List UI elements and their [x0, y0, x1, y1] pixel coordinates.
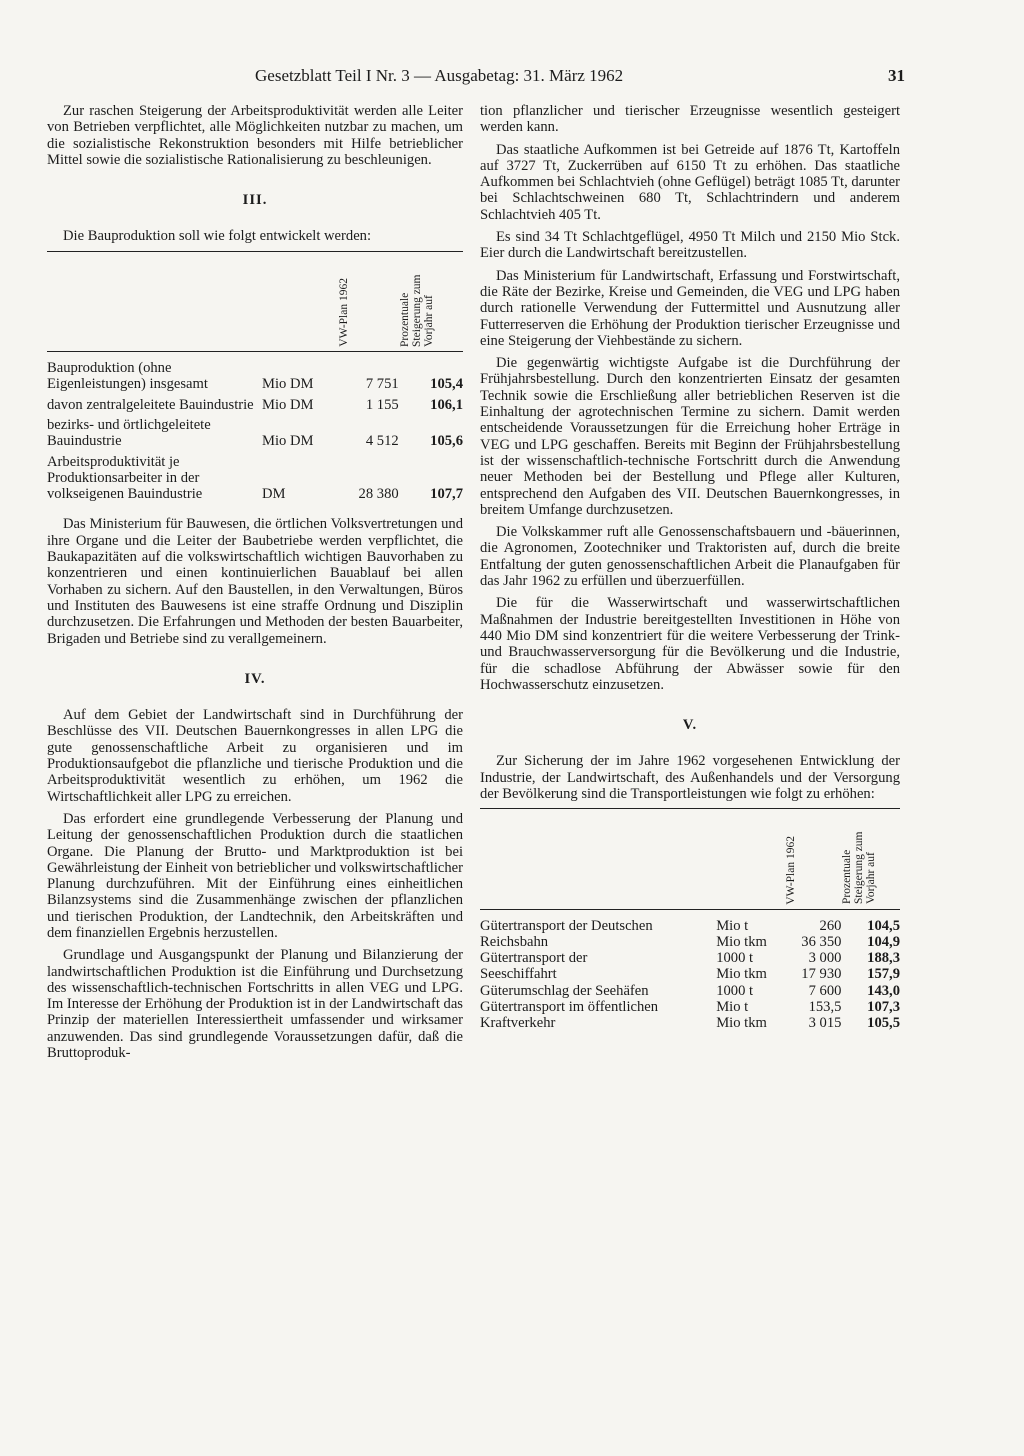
row-plan: 4 512 — [365, 433, 399, 450]
section-heading-v: V. — [682, 717, 698, 734]
row-plan: 3 015 — [808, 1015, 842, 1032]
row-label: bezirks- und örtlichgeleitete Bauindustrie — [47, 416, 211, 450]
row-unit: Mio DM — [262, 376, 314, 393]
table-row — [47, 397, 463, 413]
row-label: Kraftverkehr — [480, 1015, 556, 1032]
row-unit: Mio t — [716, 917, 749, 934]
row-pct: 105,4 — [430, 376, 463, 393]
row-plan: 3 000 — [808, 950, 842, 967]
row-plan: 28 380 — [358, 486, 399, 503]
row-plan: 153,5 — [808, 999, 842, 1016]
col-header-pct: Prozentuale Steigerung zum Vorjahr auf — [398, 274, 435, 347]
paragraph-gefluegel: Es sind 34 Tt Schlachtgeflügel, 4950 Tt Milch und 2150 Mio Stck. Eier durch die Landwirtschaft bereitzustellen. — [480, 229, 900, 262]
row-pct: 107,7 — [430, 486, 463, 503]
row-unit: Mio t — [716, 999, 749, 1016]
row-pct: 105,5 — [867, 1015, 900, 1032]
row-unit: DM — [262, 486, 286, 503]
row-pct: 106,1 — [430, 396, 463, 413]
col-header-plan: VW-Plan 1962 — [338, 278, 351, 347]
page-number: 31 — [888, 66, 905, 85]
row-label: Arbeitsproduktivität je Produktionsarbeiter in der volkseigenen Bauindustrie — [47, 453, 203, 503]
row-unit: 1000 t — [716, 982, 754, 999]
paragraph-bauwesen: Das Ministerium für Bauwesen, die örtlichen Volksvertretungen und ihre Organe und die Leiter der Baubetriebe werden verpflichtet, die Baukapazitäten auf die volkswirtschaftlich wichtigen Bauvorhaben zu konzentrieren und einen kontinuierlichen Bauablauf bei allen Vorhaben zu sichern. Auf den Baustellen, in den Verwaltungen, Büros und Instituten des Bauwesens ist eine straffe Ordnung und Disziplin durchzusetzen. Die Erfahrungen und Methoden der besten Bauarbeiter, Brigaden und Betriebe sind zu verallgemeinern. — [47, 516, 463, 647]
row-label: Seeschiffahrt — [480, 966, 557, 983]
col-header-pct: Prozentuale Steigerung zum Vorjahr auf — [841, 831, 878, 905]
section-intro-transport: Zur Sicherung der im Jahre 1962 vorgesehenen Entwicklung der Industrie, der Landwirtschaft, des Außenhandels und der Versorgung der Bevölkerung sind die Transportleistungen wie folgt zu erhöhen: — [480, 753, 900, 802]
table-row — [480, 934, 900, 950]
table-row — [47, 417, 463, 450]
row-label: Gütertransport der — [480, 950, 588, 967]
row-unit: Mio DM — [262, 396, 314, 413]
table-row — [480, 1015, 900, 1031]
row-pct: 188,3 — [867, 950, 900, 967]
table-row — [480, 966, 900, 982]
table-row — [47, 360, 463, 393]
row-unit: Mio tkm — [716, 966, 767, 983]
row-pct: 107,3 — [867, 999, 900, 1016]
paragraph-landwirtschaft-3: Grundlage und Ausgangspunkt der Planung und Bilanzierung der landwirtschaftlichen Produktion ist die Einführung und Durchsetzung des wissenschaftlich-technischen Fortschritts in allen VEG und LPG. Im Interesse der Erhöhung der Produktion ist in der Landwirtschaft das Prinzip der materiellen Interessiertheit umfassender und wirksamer anzuwenden. Das sind grundlegende Voraussetzungen dafür, daß die Bruttoproduk- — [47, 947, 463, 1062]
section-heading-iv: IV. — [244, 670, 266, 687]
row-plan: 1 155 — [365, 396, 399, 413]
paragraph-aufkommen: Das staatliche Aufkommen ist bei Getreide auf 1876 Tt, Kartoffeln auf 3727 Tt, Zuckerrüben auf 6150 Tt zu erhöhen. Das staatliche Aufkommen bei Schlachtvieh (ohne Geflügel) beträgt 1085 Tt, darunter bei Schlachtschweinen 680 Tt, Schlachtrindern und anderem Schlachtvieh 405 Tt. — [480, 141, 900, 223]
row-label: Bauproduktion (ohne Eigenleistungen) insgesamt — [47, 360, 208, 393]
page-header — [255, 66, 905, 88]
row-unit: Mio tkm — [716, 1015, 767, 1032]
table-row — [47, 454, 463, 503]
transport-table — [480, 808, 900, 1031]
row-plan: 17 930 — [801, 966, 842, 983]
row-label: Gütertransport der Deutschen — [480, 917, 653, 934]
row-plan: 260 — [819, 917, 842, 934]
row-label: Gütertransport im öffentlichen — [480, 999, 659, 1016]
table-row — [480, 983, 900, 999]
paragraph-continuation: tion pflanzlicher und tierischer Erzeugnisse wesentlich gesteigert werden kann. — [480, 103, 900, 136]
section-intro-bau: Die Bauproduktion soll wie folgt entwickelt werden: — [63, 228, 372, 245]
row-label: Güterumschlag der Seehäfen — [480, 982, 649, 999]
paragraph-landwirtschaft-1: Auf dem Gebiet der Landwirtschaft sind in Durchführung der Beschlüsse des VII. Deutschen Bauernkongresses in allen LPG die gute genossenschaftliche Arbeit zu organisieren und im Produktionsaufgebot die pflanzliche und tierische Produktion und die Arbeitsproduktivität wesentlich zu erhöhen, um 1962 die Wirtschaftlichkeit aller LPG zu erreichen. — [47, 707, 463, 805]
row-pct: 104,9 — [867, 933, 900, 950]
row-pct: 143,0 — [867, 982, 900, 999]
row-plan: 36 350 — [801, 933, 842, 950]
paragraph-ministerium: Das Ministerium für Landwirtschaft, Erfassung und Forstwirtschaft, die Räte der Bezirke, Kreise und Gemeinden, die VEG und LPG haben durch rationelle Verwendung der Futtermittel und Ausnutzung aller Futterreserven die Erhöhung der Produktion tierischer Erzeugnisse und eine Steigerung der Viehbestände zu sichern. — [480, 267, 900, 349]
table-row — [480, 999, 900, 1015]
table-row — [480, 950, 900, 966]
col-header-plan: VW-Plan 1962 — [784, 835, 797, 905]
row-unit: 1000 t — [716, 950, 754, 967]
row-unit: Mio tkm — [716, 933, 767, 950]
paragraph-volkskammer: Die Volkskammer ruft alle Genossenschaftsbauern und -bäuerinnen, die Agronomen, Zootechniker und Traktoristen auf, durch die breite Entfaltung der guten genossenschaftlichen Arbeit die Planaufgaben für das Jahr 1962 zu erfüllen und überzuerfüllen. — [480, 524, 900, 590]
row-plan: 7 751 — [365, 376, 399, 393]
paragraph-wasser: Die für die Wasserwirtschaft und wasserwirtschaftlichen Maßnahmen der Industrie bereitgestellten Investitionen in Höhe von 440 Mio DM sind konzentriert für die weitere Verbesserung der Trink- und Brauchwasserversorgung für die Bevölkerung und die Industrie, für die schadlose Abführung der Abwässer sowie für den Hochwasserschutz einzusetzen. — [480, 595, 900, 693]
row-pct: 105,6 — [430, 433, 463, 450]
section-heading-iii: III. — [242, 192, 268, 209]
row-pct: 104,5 — [867, 917, 900, 934]
row-label: davon zentralgeleitete Bauindustrie — [47, 396, 254, 413]
row-unit: Mio DM — [262, 433, 314, 450]
construction-table — [47, 251, 463, 503]
row-label: Reichsbahn — [480, 933, 549, 950]
paragraph-fruehjahr: Die gegenwärtig wichtigste Aufgabe ist die Durchführung der Frühjahrsbestellung. Durch den konzentrierten Einsatz der gesamten Technik sowie die Erschließung aller betrieblichen Reserven ist die Einhaltung der agrotechnischen Termine zu sichern. Damit werden entscheidende Voraussetzungen für die Erreichung hoher Erträge in VEG und LPG geschaffen. Bereits mit Beginn der Frühjahrsbestellung ist der wissenschaftlich-technische Fortschritt durch die Anwendung neuer Methoden bei der Bestellung und Pflege aller Kulturen, entsprechend den Aufgaben des VII. Deutschen Bauernkongresses, in breitem Umfange durchzusetzen. — [480, 355, 900, 518]
row-pct: 157,9 — [867, 966, 900, 983]
left-column — [47, 103, 463, 1067]
gazette-title: Gesetzblatt Teil I Nr. 3 — Ausgabetag: 31. März 1962 — [255, 66, 624, 85]
row-plan: 7 600 — [808, 982, 842, 999]
paragraph-landwirtschaft-2: Das erfordert eine grundlegende Verbesserung der Planung und Leitung der genossenschaftlichen Produktion durch die staatlichen Organe. Die Planung der Brutto- und Marktproduktion ist bei Gewährleistung der Einheit von betrieblicher und volkswirtschaftlicher Planung durchzuführen. Mit der Einführung eines einheitlichen Bilanzsystems sind die Zusammenhänge zwischen der pflanzlichen und tierischen Produktion, der Landtechnik, den Arbeitskräften und dem finanziellen Ergebnis herzustellen. — [47, 810, 463, 941]
table-row — [480, 918, 900, 934]
right-column — [480, 103, 900, 1046]
paragraph-productivity: Zur raschen Steigerung der Arbeitsproduktivität werden alle Leiter von Betrieben verpflichtet, alle Möglichkeiten nutzbar zu machen, um die sozialistische Rekonstruktion besonders mit Hilfe betrieblicher Mittel sowie die sozialistische Rationalisierung zu beschleunigen. — [47, 103, 463, 168]
